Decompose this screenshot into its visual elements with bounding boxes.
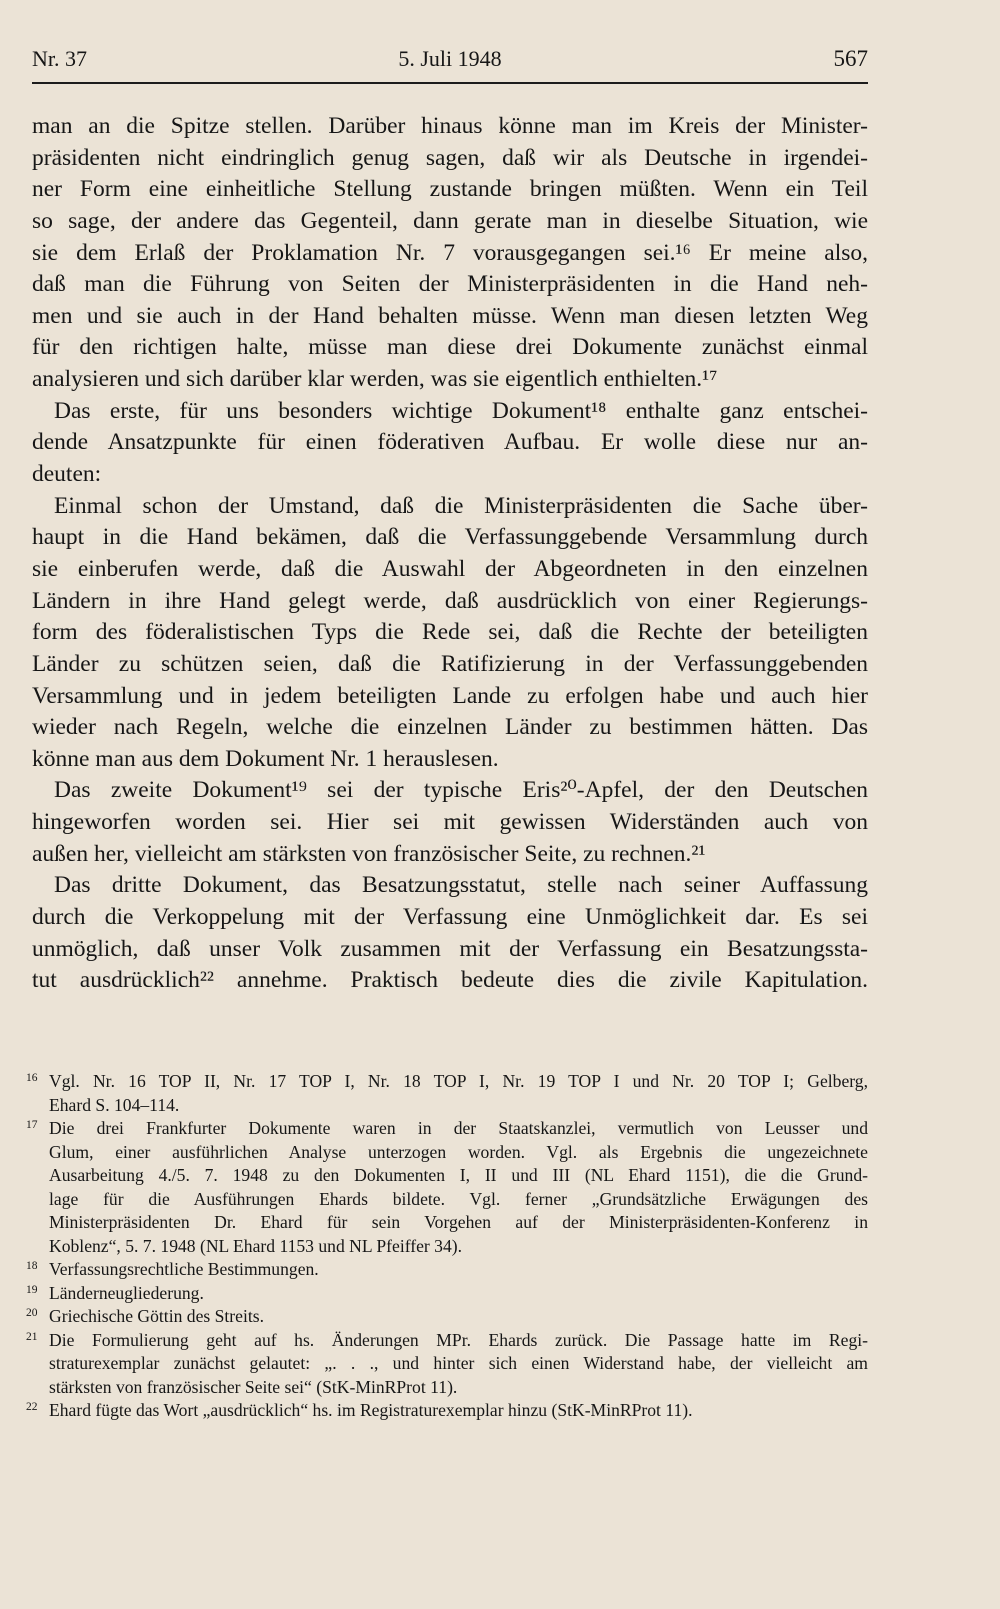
footnote-text: Koblenz“, 5. 7. 1948 (NL Ehard 1153 und NL Pfeiffer 34). xyxy=(49,1235,463,1256)
footnote-text: Die drei Frankfurter Dokumente waren in der Staatskanzlei, vermutlich von Leusser und xyxy=(49,1118,868,1138)
text-line: Einmal schon der Umstand, daß die Ministerpräsidenten die Sache über- xyxy=(54,492,868,519)
text-line: präsidenten nicht eindringlich genug sagen, daß wir als Deutsche in irgendei- xyxy=(32,144,868,171)
footnote-line xyxy=(26,1282,868,1306)
footnote-line xyxy=(26,1399,868,1423)
text-line: ner Form eine einheitliche Stellung zustande bringen müßten. Wenn ein Teil xyxy=(32,176,868,203)
text-line: tut ausdrücklich²² annehme. Praktisch bedeute dies die zivile Kapitulation. xyxy=(32,967,868,994)
footnote-line xyxy=(26,1305,868,1329)
footnote-text: Ehard fügte das Wort „ausdrücklich“ hs. im Registraturexemplar hinzu (StK-MinRProt 11). xyxy=(49,1400,693,1420)
footnote-text: Länderneugliederung. xyxy=(49,1282,204,1303)
footnote-number: 16 xyxy=(26,1072,38,1084)
text-line: könne man aus dem Dokument Nr. 1 herauslesen. xyxy=(32,745,499,772)
footnote-number: 20 xyxy=(26,1307,38,1319)
footnote-number: 21 xyxy=(26,1330,38,1343)
text-line: men und sie auch in der Hand behalten müsse. Wenn man diesen letzten Weg xyxy=(32,302,868,329)
text-line: sie dem Erlaß der Proklamation Nr. 7 vorausgegangen sei.¹⁶ Er meine also, xyxy=(32,239,868,266)
footnote-text: Ausarbeitung 4./5. 7. 1948 zu den Dokumenten I, II und III (NL Ehard 1151), die die Grund- xyxy=(49,1165,868,1185)
text-line: so sage, der andere das Gegenteil, dann gerate man in dieselbe Situation, wie xyxy=(32,207,868,234)
footnote-text: Glum, einer ausführlichen Analyse unterzogen worden. Vgl. als Ergebnis die ungezeichnete xyxy=(49,1141,868,1162)
footnote-text: lage für die Ausführungen Ehards bildete. Vgl. ferner „Grundsätzliche Erwägungen des xyxy=(49,1188,868,1209)
text-line: Ländern in ihre Hand gelegt werde, daß ausdrücklich von einer Regierungs- xyxy=(32,587,868,614)
footnote-text: Ministerpräsidenten Dr. Ehard für sein Vorgehen auf der Ministerpräsidenten-Konferenz in xyxy=(49,1212,868,1232)
main-text xyxy=(32,111,868,997)
footnote-line xyxy=(26,1070,868,1094)
footnote-line xyxy=(26,1329,868,1353)
header-date: 5. Juli 1948 xyxy=(398,46,502,71)
text-line: Das zweite Dokument¹⁹ sei der typische Eris²⁰-Apfel, der den Deutschen xyxy=(54,777,868,804)
text-line: Das dritte Dokument, das Besatzungsstatut, stelle nach seiner Auffassung xyxy=(54,872,868,899)
text-line: Das erste, für uns besonders wichtige Dokument¹⁸ enthalte ganz entschei- xyxy=(54,397,868,424)
footnote-number: 22 xyxy=(26,1401,38,1413)
text-line: außen her, vielleicht am stärksten von französischer Seite, zu rechnen.²¹ xyxy=(32,840,706,867)
footnote-text: Die Formulierung geht auf hs. Änderungen MPr. Ehards zurück. Die Passage hatte im Regi- xyxy=(49,1329,868,1350)
text-line: wieder nach Regeln, welche die einzelnen Länder zu bestimmen hätten. Das xyxy=(32,714,868,741)
text-line: man an die Spitze stellen. Darüber hinaus könne man im Kreis der Minister- xyxy=(32,113,868,139)
text-line: analysieren und sich darüber klar werden, was sie eigentlich enthielten.¹⁷ xyxy=(32,366,718,393)
text-line: durch die Verkoppelung mit der Verfassung eine Unmöglichkeit dar. Es sei xyxy=(32,904,868,931)
text-line: form des föderalistischen Typs die Rede sei, daß die Rechte der beteiligten xyxy=(32,619,868,646)
text-line: Versammlung und in jedem beteiligten Lande zu erfolgen habe und auch hier xyxy=(32,682,868,709)
document-number: Nr. 37 xyxy=(32,46,87,71)
footnote-line xyxy=(32,1188,868,1212)
page-number: 567 xyxy=(833,46,868,71)
text-line: sie einberufen werde, daß die Auswahl der Abgeordneten in den einzelnen xyxy=(32,555,868,582)
footnote-text: Griechische Göttin des Streits. xyxy=(49,1306,264,1326)
header-rule xyxy=(32,82,868,84)
text-line: für den richtigen halte, müsse man diese drei Dokumente zunächst einmal xyxy=(32,334,868,361)
footnote-line xyxy=(32,1164,868,1188)
footnote-text: straturexemplar zunächst gelautet: „. . ., und hinter sich einen Widerstand habe, der vielleicht am xyxy=(49,1353,868,1373)
text-line: dende Ansatzpunkte für einen föderativen Aufbau. Er wolle diese nur an- xyxy=(32,429,868,456)
footnote-number: 18 xyxy=(26,1260,38,1272)
footnote-line xyxy=(32,1141,868,1165)
footnote-number: 17 xyxy=(26,1119,38,1131)
text-line: haupt in die Hand bekämen, daß die Verfassunggebende Versammlung durch xyxy=(32,524,868,551)
footnote-number: 19 xyxy=(26,1283,38,1296)
footnote-text: stärksten von französischer Seite sei“ (StK-MinRProt 11). xyxy=(49,1376,458,1397)
footnote-line xyxy=(32,1235,868,1259)
text-line: unmöglich, daß unser Volk zusammen mit der Verfassung ein Besatzungssta- xyxy=(32,935,868,962)
footnotes xyxy=(26,1070,868,1423)
footnote-text: Ehard S. 104–114. xyxy=(49,1094,180,1115)
text-line: deuten: xyxy=(32,461,102,488)
footnote-text: Verfassungsrechtliche Bestimmungen. xyxy=(49,1259,319,1279)
footnote-line xyxy=(26,1258,868,1282)
text-line: hingeworfen worden sei. Hier sei mit gewissen Widerständen auch von xyxy=(32,809,868,836)
footnote-line xyxy=(32,1094,868,1118)
footnote-line xyxy=(32,1376,868,1400)
footnote-line xyxy=(26,1117,868,1141)
footnote-line xyxy=(32,1352,868,1376)
footnote-text: Vgl. Nr. 16 TOP II, Nr. 17 TOP I, Nr. 18 TOP I, Nr. 19 TOP I und Nr. 20 TOP I; Gelberg, xyxy=(49,1071,868,1091)
text-line: daß man die Führung von Seiten der Ministerpräsidenten in die Hand neh- xyxy=(32,271,868,298)
footnote-line xyxy=(32,1211,868,1235)
running-head xyxy=(32,44,868,80)
text-line: Länder zu schützen seien, daß die Ratifizierung in der Verfassunggebenden xyxy=(32,650,868,677)
